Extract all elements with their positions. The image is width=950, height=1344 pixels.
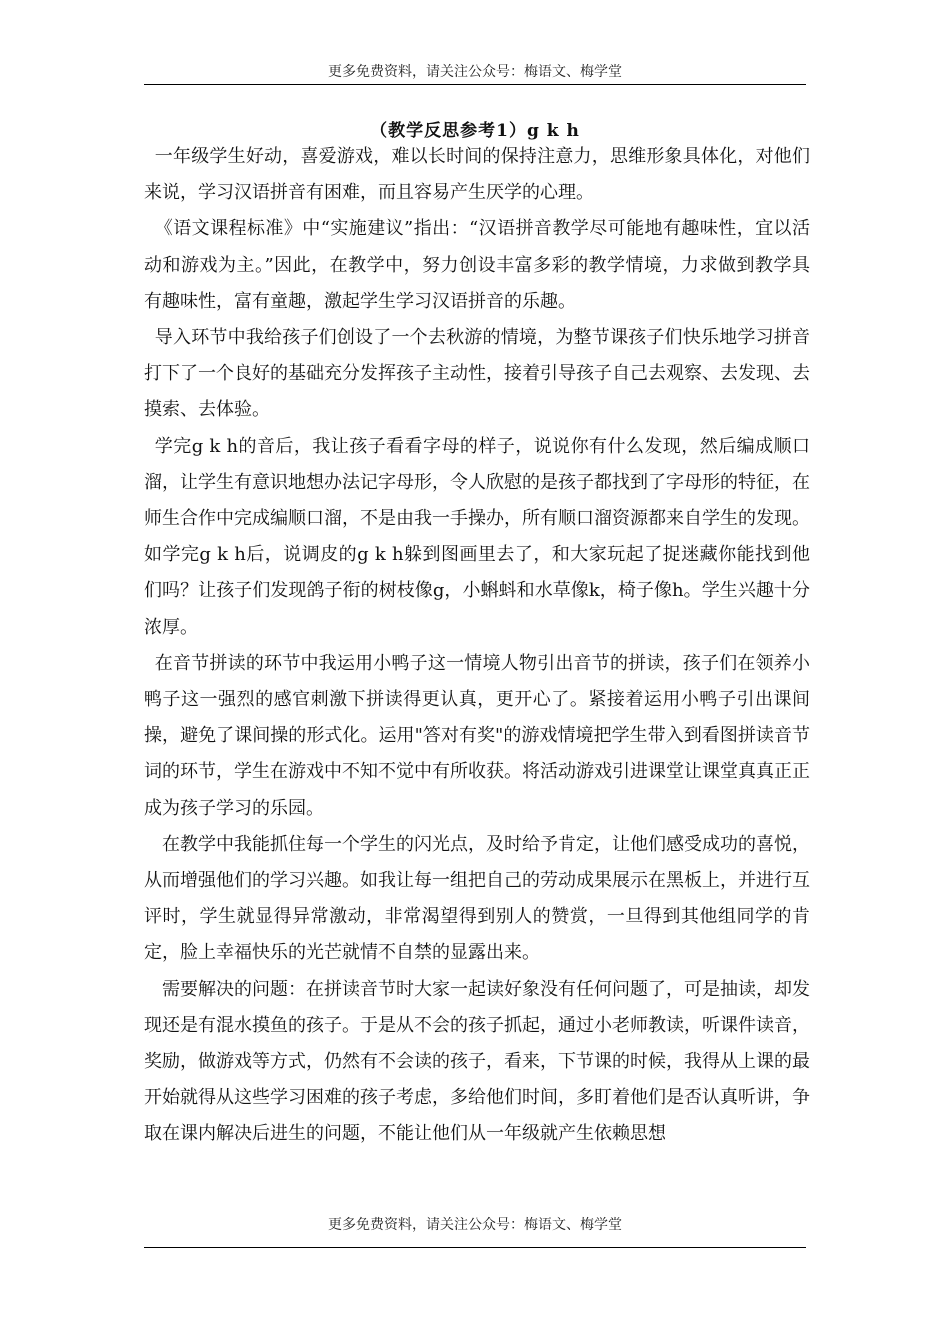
page-footer: 更多免费资料，请关注公众号：梅语文、梅学堂 bbox=[328, 1217, 622, 1233]
page-header: 更多免费资料，请关注公众号：梅语文、梅学堂 bbox=[328, 64, 622, 80]
paragraph: 在教学中我能抓住每一个学生的闪光点，及时给予肯定，让他们感受成功的喜悦，从而增强他们的学习兴趣。如我让每一组把自己的劳动成果展示在黑板上，并进行互评时，学生就显得异常激动，非常渴望得到别人的赞赏，一旦得到其他组同学的肯定，脸上幸福快乐的光芒就情不自禁的显露出来。 bbox=[144, 833, 810, 964]
paragraph: 需要解决的问题：在拼读音节时大家一起读好象没有任何问题了，可是抽读，却发现还是有混水摸鱼的孩子。于是从不会的孩子抓起，通过小老师教读，听课件读音，奖励，做游戏等方式，仍然有不会读的孩子，看来，下节课的时候，我得从上课的最开始就得从这些学习困难的孩子考虑，多给他们时间，多盯着他们是否认真听讲，争取在课内解决后进生的问题，不能让他们从一年级就产生依赖思想 bbox=[144, 978, 810, 1145]
paragraph: 《语文课程标准》中“实施建议”指出：“汉语拼音教学尽可能地有趣味性，宜以活动和游戏为主。”因此，在教学中，努力创设丰富多彩的教学情境，力求做到教学具有趣味性，富有童趣，激起学生学习汉语拼音的乐趣。 bbox=[144, 218, 810, 312]
paragraph: 在音节拼读的环节中我运用小鸭子这一情境人物引出音节的拼读，孩子们在领养小鸭子这一强烈的感官刺激下拼读得更认真，更开心了。紧接着运用小鸭子引出课间操，避免了课间操的形式化。运用"答对有奖"的游戏情境把学生带入到看图拼读音节词的环节，学生在游戏中不知不觉中有所收获。将活动游戏引进课堂让课堂真真正正成为孩子学习的乐园。 bbox=[144, 652, 810, 819]
header-divider bbox=[144, 84, 806, 85]
paragraph: 导入环节中我给孩子们创设了一个去秋游的情境，为整节课孩子们快乐地学习拼音打下了一个良好的基础充分发挥孩子主动性，接着引导孩子自己去观察、去发现、去摸索、去体验。 bbox=[144, 327, 810, 421]
document-title: （教学反思参考1）g k h bbox=[370, 121, 580, 141]
document-body bbox=[144, 139, 810, 1153]
paragraph: 一年级学生好动，喜爱游戏，难以长时间的保持注意力，思维形象具体化，对他们来说，学习汉语拼音有困难，而且容易产生厌学的心理。 bbox=[144, 146, 810, 204]
footer-divider bbox=[144, 1247, 806, 1248]
paragraph: 学完g k h的音后，我让孩子看看字母的样子，说说你有什么发现，然后编成顺口溜，让学生有意识地想办法记字母形，令人欣慰的是孩子都找到了字母形的特征，在师生合作中完成编顺口溜，不是由我一手操办，所有顺口溜资源都来自学生的发现。如学完g k h后，说调皮的g k h躲到图画里去了，和大家玩起了捉迷藏你能找到他们吗？让孩子们发现鸽子衔的树枝像g，小蝌蚪和水草像k，椅子像h。学生兴趣十分浓厚。 bbox=[144, 435, 810, 638]
